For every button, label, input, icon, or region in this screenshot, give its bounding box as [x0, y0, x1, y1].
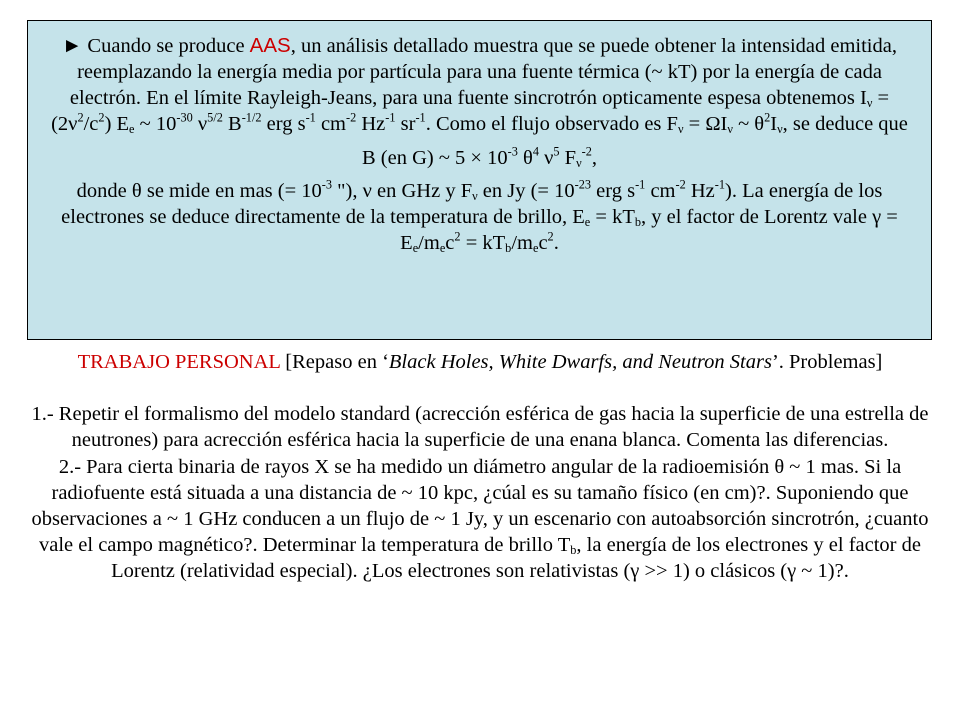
problem-2: 2.- Para cierta binaria de rayos X se ha medido un diámetro angular de la radioemisión θ ~ 1 mas. Si la radiofuente está situada a una distancia de ~ 10 kpc, ¿cúal es su tamaño físico (en cm)?. Suponiendo que observaciones a ~ 1 GHz conducen a un flujo de ~ 1 Jy, y un escenario con autoabsorción sincrotrón, ¿cuanto vale el campo magnético?. Determinar la temperatura de brillo $T_b$, la energía de los electrones y el factor de Lorentz (relatividad especial). ¿Los electrones son relativistas (γ >> 1) o clásicos (γ ~ 1)?.	[31, 455, 929, 583]
magnetic-field-formula: B (en G) ~ $5 \times 10^{-3}$ $\theta^4$ $\nu^5$ $F_\nu^{-2}$,	[361, 144, 598, 171]
section-heading: TRABAJO PERSONAL [Repaso en ‘Black Holes, White Dwarfs, and Neutron Stars’. Problemas]	[77, 351, 883, 373]
aas-highlight: AAS	[249, 34, 291, 57]
paragraph-units-lorentz: donde θ se mide en mas (= $10^{-3}$ "), ν en GHz y $F_\nu$ en Jy (= $10^{-23}$ erg $s^{-1}$ $cm^{-2}$ $Hz^{-1}$). La energía de los electrones se deduce directamente de la temperatura de brillo, $E_e = kT_b$, y el factor de Lorentz vale $\gamma = E_e/m_ec^2 = kT_b/m_ec^2$.	[61, 177, 898, 256]
arrow-bullet: ►	[62, 35, 83, 57]
problem-1: 1.- Repetir el formalismo del modelo standard (acrección esférica de gas hacia la superficie de una estrella de neutrones) para acrección esférica hacia la superficie de una enana blanca. Comenta las diferencias.	[31, 403, 929, 452]
personal-work-section	[28, 349, 932, 585]
source-title: Black Holes, White Dwarfs, and Neutron Stars	[388, 351, 772, 373]
paragraph-synchrotron-intensity: ► Cuando se produce AAS, un análisis detallado muestra que se puede obtener la intensidad emitida, reemplazando la energía media por partícula para una fuente térmica (~ kT) por la energía de cada electrón. En el límite Rayleigh-Jeans, para una fuente sincrotrón opticamente espesa obtenemos $I_\nu = (2\nu^2/c^2)$ $E_e$ ~ $10^{-30}$ $\nu^{5/2}$ $B^{-1/2}$ erg $s^{-1}$ $cm^{-2}$ $Hz^{-1}$ $sr^{-1}$. Como el flujo observado es $F_\nu = \Omega I_\nu$ ~ $\theta^2I_\nu$, se deduce que	[51, 34, 908, 137]
highlight-text-box	[27, 20, 932, 340]
heading-label: TRABAJO PERSONAL	[77, 351, 281, 373]
